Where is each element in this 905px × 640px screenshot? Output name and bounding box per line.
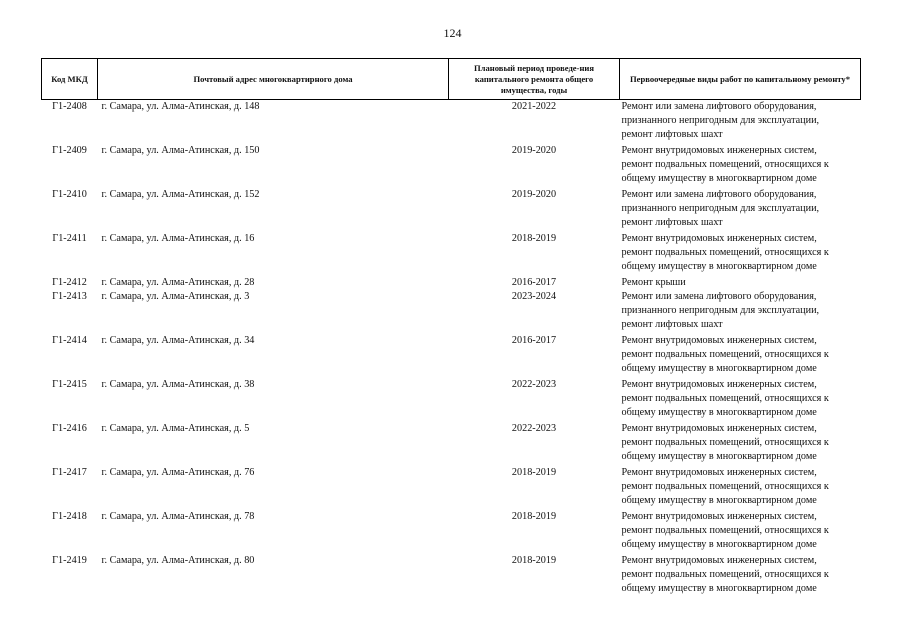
work-line: общему имуществу в многоквартирном доме: [621, 451, 817, 462]
cell-period: 2022-2023: [511, 379, 557, 390]
cell-period: 2021-2022: [511, 101, 557, 112]
work-line: общему имуществу в многоквартирном доме: [621, 495, 817, 506]
cell-code: Г1-2415: [52, 379, 87, 390]
table-row: [42, 378, 861, 422]
cell-code: Г1-2414: [52, 335, 87, 346]
cell-address: г. Самара, ул. Алма-Атинская, д. 148: [101, 101, 260, 112]
table-row: [42, 232, 861, 276]
table-row: [42, 466, 861, 510]
cell-address: г. Самара, ул. Алма-Атинская, д. 3: [101, 291, 250, 302]
cell-works: [620, 188, 861, 232]
work-line: ремонт подвальных помещений, относящихся к: [621, 393, 829, 404]
work-line: общему имуществу в многоквартирном доме: [621, 261, 817, 272]
work-line: Ремонт внутридомовых инженерных систем,: [621, 145, 817, 156]
cell-works: [620, 554, 861, 598]
table-row: [42, 100, 861, 145]
work-line: Ремонт крыши: [621, 277, 686, 288]
cell-code: Г1-2410: [52, 189, 87, 200]
work-line: признанного непригодным для эксплуатации,: [621, 203, 820, 214]
table-row: [42, 290, 861, 334]
cell-address: г. Самара, ул. Алма-Атинская, д. 34: [101, 335, 255, 346]
cell-code: Г1-2408: [52, 101, 87, 112]
work-line: ремонт лифтовых шахт: [621, 319, 723, 330]
work-line: ремонт лифтовых шахт: [621, 217, 723, 228]
work-line: ремонт подвальных помещений, относящихся к: [621, 349, 829, 360]
cell-period: 2023-2024: [511, 291, 557, 302]
work-line: Ремонт или замена лифтового оборудования,: [621, 189, 817, 200]
work-line: общему имуществу в многоквартирном доме: [621, 407, 817, 418]
cell-works: [620, 378, 861, 422]
cell-period: 2022-2023: [511, 423, 557, 434]
table-row: [42, 188, 861, 232]
table-row: [42, 334, 861, 378]
work-line: ремонт подвальных помещений, относящихся к: [621, 159, 829, 170]
work-line: ремонт подвальных помещений, относящихся к: [621, 481, 829, 492]
cell-period: 2018-2019: [511, 555, 557, 566]
header-works: Первоочередные виды работ по капитальному ремонту*: [620, 59, 861, 100]
cell-address: г. Самара, ул. Алма-Атинская, д. 5: [101, 423, 250, 434]
table-header: [42, 59, 861, 100]
cell-works: [620, 510, 861, 554]
cell-period: 2018-2019: [511, 467, 557, 478]
cell-period: 2016-2017: [511, 335, 557, 346]
header-row: [42, 59, 861, 100]
cell-address: г. Самара, ул. Алма-Атинская, д. 80: [101, 555, 255, 566]
work-line: Ремонт или замена лифтового оборудования,: [621, 291, 817, 302]
table-row: [42, 422, 861, 466]
cell-works: [620, 144, 861, 188]
work-line: ремонт подвальных помещений, относящихся к: [621, 569, 829, 580]
work-line: Ремонт или замена лифтового оборудования,: [621, 101, 817, 112]
header-address: Почтовый адрес многоквартирного дома: [98, 59, 449, 100]
cell-address: г. Самара, ул. Алма-Атинская, д. 150: [101, 145, 260, 156]
cell-code: Г1-2416: [52, 423, 87, 434]
page-number: 124: [443, 26, 462, 40]
cell-address: г. Самара, ул. Алма-Атинская, д. 152: [101, 189, 260, 200]
work-line: общему имуществу в многоквартирном доме: [621, 583, 817, 594]
cell-address: г. Самара, ул. Алма-Атинская, д. 28: [101, 277, 255, 288]
cell-period: 2018-2019: [511, 233, 557, 244]
work-line: Ремонт внутридомовых инженерных систем,: [621, 467, 817, 478]
work-line: ремонт подвальных помещений, относящихся к: [621, 525, 829, 536]
work-line: ремонт лифтовых шахт: [621, 129, 723, 140]
table-row: [42, 144, 861, 188]
table-row: [42, 276, 861, 290]
cell-works: [620, 276, 861, 290]
cell-code: Г1-2419: [52, 555, 87, 566]
table-row: [42, 510, 861, 554]
header-code: Код МКД: [42, 59, 98, 100]
work-line: Ремонт внутридомовых инженерных систем,: [621, 335, 817, 346]
cell-code: Г1-2417: [52, 467, 87, 478]
cell-address: г. Самара, ул. Алма-Атинская, д. 76: [101, 467, 255, 478]
work-line: Ремонт внутридомовых инженерных систем,: [621, 511, 817, 522]
work-line: общему имуществу в многоквартирном доме: [621, 539, 817, 550]
table-row: [42, 554, 861, 598]
repair-schedule-table: [41, 58, 861, 598]
cell-works: [620, 290, 861, 334]
work-line: ремонт подвальных помещений, относящихся к: [621, 437, 829, 448]
cell-works: [620, 334, 861, 378]
cell-address: г. Самара, ул. Алма-Атинская, д. 16: [101, 233, 255, 244]
cell-code: Г1-2411: [52, 233, 87, 244]
cell-code: Г1-2409: [52, 145, 87, 156]
cell-address: г. Самара, ул. Алма-Атинская, д. 78: [101, 511, 255, 522]
table-body: [42, 100, 861, 599]
work-line: общему имуществу в многоквартирном доме: [621, 363, 817, 374]
cell-period: 2016-2017: [511, 277, 557, 288]
cell-code: Г1-2418: [52, 511, 87, 522]
work-line: признанного непригодным для эксплуатации,: [621, 115, 820, 126]
work-line: ремонт подвальных помещений, относящихся к: [621, 247, 829, 258]
cell-works: [620, 232, 861, 276]
cell-period: 2018-2019: [511, 511, 557, 522]
work-line: Ремонт внутридомовых инженерных систем,: [621, 233, 817, 244]
work-line: общему имуществу в многоквартирном доме: [621, 173, 817, 184]
cell-works: [620, 466, 861, 510]
cell-works: [620, 100, 861, 145]
header-period: Плановый период проведе-ния капитального ремонта общего имущества, годы: [449, 59, 620, 100]
cell-period: 2019-2020: [511, 189, 557, 200]
work-line: Ремонт внутридомовых инженерных систем,: [621, 423, 817, 434]
work-line: Ремонт внутридомовых инженерных систем,: [621, 555, 817, 566]
cell-period: 2019-2020: [511, 145, 557, 156]
work-line: признанного непригодным для эксплуатации,: [621, 305, 820, 316]
cell-code: Г1-2413: [52, 291, 87, 302]
cell-code: Г1-2412: [52, 277, 87, 288]
work-line: Ремонт внутридомовых инженерных систем,: [621, 379, 817, 390]
cell-address: г. Самара, ул. Алма-Атинская, д. 38: [101, 379, 255, 390]
cell-works: [620, 422, 861, 466]
